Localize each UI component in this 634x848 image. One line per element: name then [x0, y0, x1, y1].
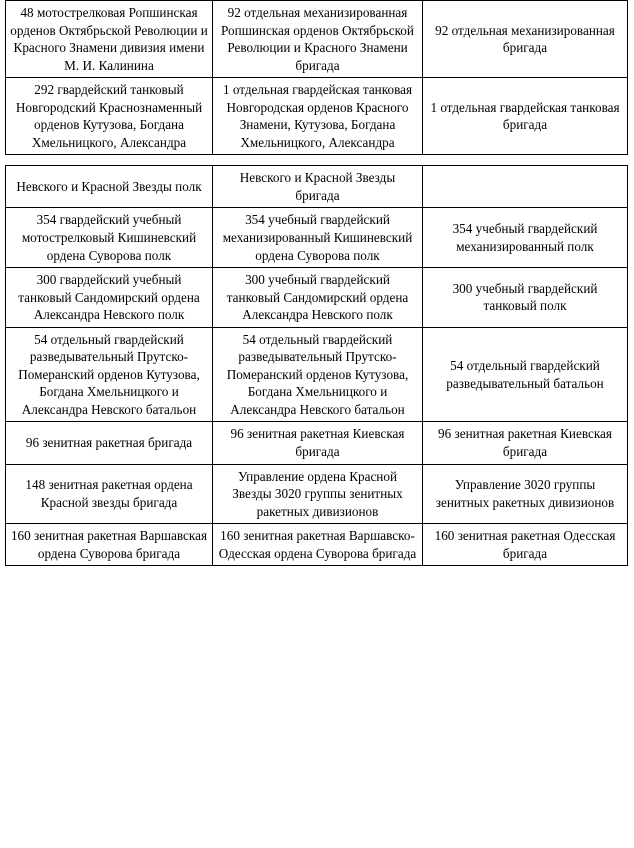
table-row: [6, 268, 628, 328]
cell-col-a: 354 гвардейский учебный мотострелковый Кишиневский ордена Суворова полк: [6, 208, 213, 268]
table-row: [6, 464, 628, 524]
table-section-bottom: [5, 165, 628, 566]
cell-col-b: 1 отдельная гвардейская танковая Новгородская орденов Красного Знамени, Кутузова, Богдана Хмельницкого, Александра: [213, 78, 423, 155]
cell-col-b: 354 учебный гвардейский механизированный Кишиневский ордена Суворова полк: [213, 208, 423, 268]
section-divider-gap: [0, 155, 634, 165]
table-row: [6, 1, 628, 78]
cell-col-a: 148 зенитная ракетная ордена Красной звезды бригада: [6, 464, 213, 524]
cell-col-a: Невского и Красной Звезды полк: [6, 166, 213, 208]
table-row: [6, 524, 628, 566]
cell-col-b: 92 отдельная механизированная Ропшинская орденов Октябрьской Революции и Красного Знамени бригада: [213, 1, 423, 78]
table-row: [6, 422, 628, 464]
cell-col-b: Управление ордена Красной Звезды 3020 группы зенитных ракетных дивизионов: [213, 464, 423, 524]
cell-col-b: Невского и Красной Звезды бригада: [213, 166, 423, 208]
cell-col-c: 300 учебный гвардейский танковый полк: [423, 268, 628, 328]
cell-col-c: 354 учебный гвардейский механизированный полк: [423, 208, 628, 268]
table-body-bottom: [6, 166, 628, 566]
cell-col-a: 96 зенитная ракетная бригада: [6, 422, 213, 464]
cell-col-c: 54 отдельный гвардейский разведывательный батальон: [423, 327, 628, 422]
cell-col-b: 160 зенитная ракетная Варшавско-Одесская ордена Суворова бригада: [213, 524, 423, 566]
cell-col-c: 160 зенитная ракетная Одесская бригада: [423, 524, 628, 566]
cell-col-c: 96 зенитная ракетная Киевская бригада: [423, 422, 628, 464]
cell-col-a: 292 гвардейский танковый Новгородский Краснознаменный орденов Кутузова, Богдана Хмельницкого, Александра: [6, 78, 213, 155]
cell-col-b: 300 учебный гвардейский танковый Сандомирский ордена Александра Невского полк: [213, 268, 423, 328]
table-row: [6, 327, 628, 422]
cell-col-a: 160 зенитная ракетная Варшавская ордена Суворова бригада: [6, 524, 213, 566]
cell-col-c: Управление 3020 группы зенитных ракетных дивизионов: [423, 464, 628, 524]
cell-col-c: 92 отдельная механизированная бригада: [423, 1, 628, 78]
table-body-top: [6, 1, 628, 155]
table-row: [6, 208, 628, 268]
table-row: [6, 78, 628, 155]
cell-col-a: 54 отдельный гвардейский разведывательный Прутско-Померанский орденов Кутузова, Богдана Хмельницкого и Александра Невского батальон: [6, 327, 213, 422]
cell-col-a: 48 мотострелковая Ропшинская орденов Октябрьской Революции и Красного Знамени дивизия имени М. И. Калинина: [6, 1, 213, 78]
table-row: [6, 166, 628, 208]
cell-col-c: 1 отдельная гвардейская танковая бригада: [423, 78, 628, 155]
cell-col-a: 300 гвардейский учебный танковый Сандомирский ордена Александра Невского полк: [6, 268, 213, 328]
cell-col-b: 54 отдельный гвардейский разведывательный Прутско-Померанский орденов Кутузова, Богдана Хмельницкого и Александра Невского батальон: [213, 327, 423, 422]
cell-col-b: 96 зенитная ракетная Киевская бригада: [213, 422, 423, 464]
table-section-top: [5, 0, 628, 155]
cell-col-c: [423, 166, 628, 208]
